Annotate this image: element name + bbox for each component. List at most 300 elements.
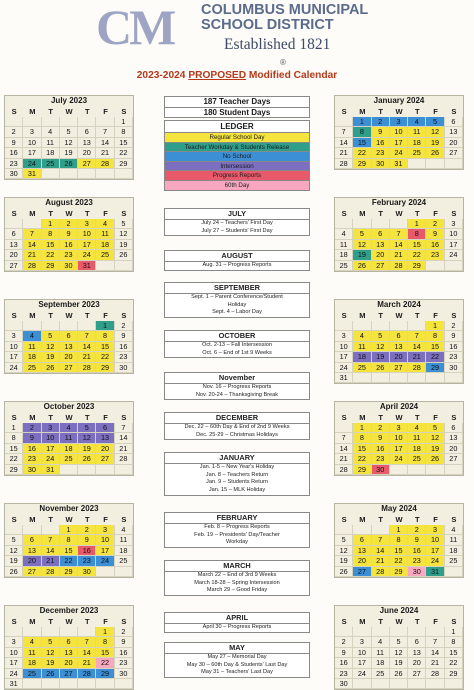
day-cell: 10 [335,342,353,352]
day-cell: 3 [390,423,408,433]
empty-cell [372,373,390,383]
day-cell: 17 [23,148,41,158]
day-cell: 26 [426,454,444,464]
month-calendar [4,401,134,476]
day-cell: 24 [426,556,444,566]
event-box [164,560,310,596]
weekday-header: T [48,413,53,422]
day-cell: 22 [115,148,133,158]
weekday-header: M [29,209,36,218]
day-cell: 16 [115,342,133,352]
day-cell: 25 [408,148,426,158]
empty-cell [426,627,444,637]
event-line: Feb. 8 – Progress Reports [204,524,270,530]
day-cell: 11 [372,648,390,658]
day-cell: 1 [42,219,60,229]
day-cell: 11 [445,535,463,545]
event-month-title: SEPTEMBER [165,283,309,294]
day-cell: 8 [5,433,23,443]
day-cell: 21 [335,148,353,158]
weekday-header: T [378,617,383,626]
month-title: January 2024 [373,96,425,105]
empty-cell [426,465,444,475]
day-cell: 3 [426,525,444,535]
day-cell: 2 [445,321,463,331]
day-cell: 18 [96,240,114,250]
weekday-header: T [48,617,53,626]
weekday-header: F [103,209,108,218]
day-cell: 4 [23,331,41,341]
weekday-header: W [65,515,73,524]
day-cell: 31 [42,465,60,475]
event-month-title: DECEMBER [165,413,309,424]
day-cell: 6 [372,229,390,239]
day-cell: 24 [335,363,353,373]
empty-cell [5,219,23,229]
day-cell: 26 [426,148,444,158]
ledger-items [165,132,309,190]
event-line: Feb. 19 – Presidents' Day/Teacher [194,531,280,538]
day-cell: 21 [372,556,390,566]
day-cell: 5 [42,637,60,647]
event-month-title: November [165,373,309,384]
weekday-header: F [433,107,438,116]
day-cell: 10 [390,127,408,137]
empty-cell [5,321,23,331]
day-cell: 1 [115,117,133,127]
weekday-header: T [48,515,53,524]
event-month-title: AUGUST [165,251,309,262]
day-cell: 1 [390,525,408,535]
day-cell: 22 [426,352,444,362]
day-cell: 13 [353,546,371,556]
empty-cell [60,169,78,179]
empty-cell [78,321,96,331]
day-cell: 6 [445,423,463,433]
event-line: Oct. 2-13 – Fall Intersession [202,342,272,348]
ledger-item: 60th Day [165,180,309,190]
day-cell: 5 [390,637,408,647]
day-cell: 19 [5,556,23,566]
day-cell: 9 [5,138,23,148]
day-cell: 21 [96,148,114,158]
day-cell: 29 [5,465,23,475]
day-cell: 19 [60,148,78,158]
day-cell: 9 [115,637,133,647]
weekday-header: S [451,209,457,218]
month-calendar [4,605,134,690]
day-cell: 17 [335,352,353,362]
ledger [164,120,310,191]
day-cell: 23 [60,250,78,260]
day-cell: 12 [390,648,408,658]
month-calendar [4,503,134,578]
weekday-header: F [433,209,438,218]
day-cell: 28 [426,669,444,679]
day-cell: 2 [78,525,96,535]
weekday-header: F [433,515,438,524]
day-cell: 15 [5,444,23,454]
day-cell: 30 [372,159,390,169]
event-box [164,372,310,400]
day-cell: 9 [23,433,41,443]
event-month-title: JANUARY [165,453,309,464]
weekday-header: M [359,311,366,320]
empty-cell [445,465,463,475]
day-cell: 4 [23,637,41,647]
day-cell: 23 [335,669,353,679]
day-cell: 11 [23,342,41,352]
day-cell: 23 [372,148,390,158]
day-cell: 16 [445,342,463,352]
day-cell: 4 [96,219,114,229]
weekday-header: F [433,311,438,320]
day-cell: 17 [390,444,408,454]
weekday-header: S [121,413,127,422]
day-cell: 24 [23,159,41,169]
day-cell: 1 [96,627,114,637]
day-cell: 8 [390,535,408,545]
empty-cell [78,117,96,127]
day-cell: 20 [372,250,390,260]
month-grid [5,514,133,577]
weekday-header: S [11,617,17,626]
empty-cell [335,627,353,637]
day-cell: 19 [426,444,444,454]
empty-cell [335,117,353,127]
day-cell: 25 [115,556,133,566]
day-cell: 19 [335,556,353,566]
empty-cell [23,321,41,331]
day-cell: 26 [372,363,390,373]
weekday-header: F [103,617,108,626]
title-year: 2023-2024 [136,70,186,81]
day-cell: 22 [96,658,114,668]
day-cell: 21 [42,556,60,566]
day-cell: 15 [96,342,114,352]
empty-cell [353,627,371,637]
empty-cell [408,679,426,689]
weekday-header: T [378,515,383,524]
day-cell: 21 [426,658,444,668]
day-cell: 13 [78,138,96,148]
weekday-header: W [65,617,73,626]
day-cell: 9 [115,331,133,341]
day-cell: 6 [23,535,41,545]
title-proposed: PROPOSED [188,70,247,81]
day-cell: 17 [5,658,23,668]
day-cell: 24 [78,250,96,260]
teacher-days: 187 Teacher Days [203,97,271,106]
day-cell: 22 [353,454,371,464]
day-cell: 23 [426,250,444,260]
day-cell: 26 [42,669,60,679]
day-cell: 14 [335,138,353,148]
day-cell: 9 [335,648,353,658]
day-cell: 23 [5,159,23,169]
weekday-header: T [378,107,383,116]
day-cell: 4 [408,423,426,433]
day-cell: 31 [335,373,353,383]
day-cell: 23 [115,658,133,668]
day-cell: 15 [390,546,408,556]
day-cell: 27 [372,261,390,271]
day-cell: 5 [78,423,96,433]
day-cell: 30 [115,669,133,679]
empty-cell [445,679,463,689]
empty-cell [445,373,463,383]
day-cell: 3 [353,637,371,647]
day-cell: 14 [96,138,114,148]
day-cell: 23 [372,454,390,464]
weekday-header: S [341,311,347,320]
day-cell: 14 [335,444,353,454]
weekday-header: W [65,311,73,320]
day-cell: 28 [23,261,41,271]
day-cell: 3 [335,331,353,341]
day-cell: 5 [426,423,444,433]
month-grid [335,616,463,689]
weekday-header: F [103,413,108,422]
day-cell: 20 [445,138,463,148]
day-cell: 24 [445,250,463,260]
day-cell: 19 [42,352,60,362]
day-cell: 10 [96,535,114,545]
day-cell: 30 [5,169,23,179]
day-cell: 16 [23,444,41,454]
day-cell: 15 [115,138,133,148]
day-cell: 2 [23,423,41,433]
event-box [164,208,310,236]
day-cell: 14 [115,433,133,443]
day-cell: 8 [445,637,463,647]
day-cell: 18 [372,658,390,668]
day-cell: 8 [426,331,444,341]
weekday-header: T [414,515,420,524]
month-title: September 2023 [38,300,100,309]
day-cell: 8 [96,637,114,647]
day-cell: 7 [372,535,390,545]
event-line: Dec. 25-29 – Christmas Holidays [196,431,278,438]
day-cell: 18 [42,148,60,158]
weekday-header: M [29,311,36,320]
day-cell: 10 [23,138,41,148]
day-cell: 11 [96,229,114,239]
registered-mark: ® [280,58,283,67]
day-cell: 10 [426,535,444,545]
weekday-header: S [451,515,457,524]
month-calendar [4,197,134,272]
day-cell: 20 [60,658,78,668]
day-cell: 2 [60,219,78,229]
weekday-header: F [103,311,108,320]
event-month-title: FEBRUARY [165,513,309,524]
event-month-title: MARCH [165,561,309,572]
day-cell: 7 [96,127,114,137]
day-cell: 26 [335,567,353,577]
day-cell: 18 [408,444,426,454]
day-cell: 25 [23,363,41,373]
empty-cell [408,373,426,383]
day-cell: 31 [426,567,444,577]
empty-cell [353,525,371,535]
day-cell: 13 [23,546,41,556]
empty-cell [42,169,60,179]
day-cell: 31 [5,679,23,689]
day-cell: 28 [390,261,408,271]
empty-cell [115,261,133,271]
day-cell: 18 [23,352,41,362]
day-cell: 5 [42,331,60,341]
event-box [164,452,310,496]
day-cell: 2 [115,627,133,637]
empty-cell [78,169,96,179]
day-cell: 2 [372,117,390,127]
weekday-header: T [414,209,420,218]
empty-cell [60,117,78,127]
empty-cell [372,525,390,535]
empty-cell [335,423,353,433]
day-cell: 13 [60,648,78,658]
day-cell: 2 [372,423,390,433]
day-cell: 6 [445,117,463,127]
month-title: December 2023 [39,606,99,615]
month-grid [335,106,463,169]
day-cell: 11 [408,433,426,443]
month-grid [5,310,133,373]
day-cell: 18 [23,658,41,668]
day-cell: 8 [115,127,133,137]
day-cell: 7 [426,637,444,647]
empty-cell [42,627,60,637]
day-cell: 18 [115,546,133,556]
day-cell: 13 [5,240,23,250]
day-cell: 5 [5,535,23,545]
day-cell: 15 [353,444,371,454]
event-line: Jan. 1-5 – New Year's Holiday [199,464,275,470]
day-cell: 13 [372,240,390,250]
day-cell: 10 [445,229,463,239]
event-box [164,412,310,440]
event-line: May 30 – 60th Day & Students' Last Day [186,661,288,668]
empty-cell [115,679,133,689]
ledger-item: Teacher Workday & Students Release [165,142,309,152]
weekday-header: S [121,617,127,626]
day-cell: 26 [115,250,133,260]
day-cell: 10 [42,433,60,443]
empty-cell [426,373,444,383]
day-cell: 28 [78,669,96,679]
weekday-header: T [48,311,53,320]
day-cell: 11 [115,535,133,545]
day-cell: 20 [390,352,408,362]
day-cell: 25 [42,159,60,169]
empty-cell [60,321,78,331]
day-cell: 27 [60,669,78,679]
day-cell: 24 [390,148,408,158]
title-suffix: Modified Calendar [248,70,338,81]
day-cell: 30 [78,567,96,577]
day-cell: 10 [390,433,408,443]
day-cell: 19 [353,250,371,260]
month-title: May 2024 [381,504,417,513]
day-cell: 13 [60,342,78,352]
day-cell: 20 [408,658,426,668]
event-line: Aug. 31 – Progress Reports [202,262,272,268]
weekday-header: M [359,413,366,422]
day-cell: 7 [335,433,353,443]
weekday-header: W [395,209,403,218]
established-year: Established 1821 [224,36,331,53]
day-cell: 5 [335,535,353,545]
day-cell: 28 [335,465,353,475]
day-cell: 8 [60,535,78,545]
ledger-item: Progress Reports [165,170,309,180]
day-cell: 13 [445,433,463,443]
empty-cell [426,261,444,271]
empty-cell [445,567,463,577]
empty-cell [96,679,114,689]
empty-cell [390,219,408,229]
day-cell: 1 [96,321,114,331]
day-cell: 7 [23,229,41,239]
day-cell: 9 [372,127,390,137]
day-cell: 27 [353,567,371,577]
day-cell: 25 [408,454,426,464]
month-calendar [334,401,464,476]
day-cell: 4 [408,117,426,127]
empty-cell [353,321,371,331]
day-cell: 20 [353,556,371,566]
day-cell: 29 [390,567,408,577]
day-cell: 10 [5,648,23,658]
day-cell: 1 [445,627,463,637]
month-calendar [334,299,464,384]
day-cell: 15 [353,138,371,148]
weekday-header: S [11,209,17,218]
day-cell: 6 [60,637,78,647]
month-grid [335,208,463,271]
day-cell: 30 [115,363,133,373]
weekday-header: T [414,311,420,320]
day-cell: 3 [5,331,23,341]
day-cell: 19 [390,658,408,668]
day-cell: 5 [426,117,444,127]
day-cell: 16 [335,658,353,668]
day-cell: 22 [60,556,78,566]
event-month-title: JULY [165,209,309,220]
day-cell: 2 [335,637,353,647]
day-cell: 9 [408,535,426,545]
empty-cell [78,465,96,475]
day-cell: 20 [60,352,78,362]
weekday-header: W [65,107,73,116]
weekday-header: S [341,515,347,524]
day-cell: 29 [96,363,114,373]
day-cell: 16 [5,148,23,158]
day-cell: 31 [23,169,41,179]
empty-cell [390,373,408,383]
day-cell: 22 [5,454,23,464]
event-month-title: APRIL [165,613,309,624]
day-cell: 4 [445,525,463,535]
school-days-summary [164,96,310,118]
day-cell: 13 [390,342,408,352]
event-line: May 31 – Teachers' Last Day [201,669,273,676]
day-cell: 21 [78,352,96,362]
event-line: Sept. 1 – Parent Conference/Student [191,294,283,300]
weekday-header: T [48,209,53,218]
